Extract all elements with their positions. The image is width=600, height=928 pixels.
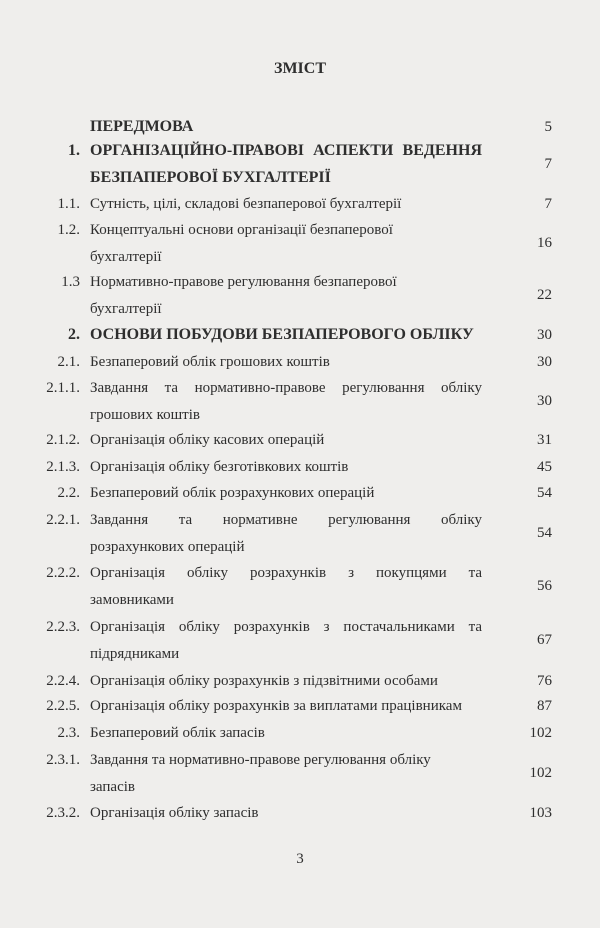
- entry-title-line: Сутність, цілі, складові безпаперової бухгалтерії: [90, 196, 402, 212]
- entry-title-line: Організація обліку запасів: [90, 805, 259, 821]
- entry-page: 7: [544, 196, 552, 212]
- entry-number: 2.: [68, 326, 80, 343]
- entry-title-line: Організація обліку розрахунків з постачальниками та: [90, 619, 482, 635]
- entry-number: 2.1.2.: [46, 432, 80, 448]
- entry-title: [90, 322, 482, 349]
- entry-title: [90, 560, 482, 613]
- entry-number: 2.2.2.: [46, 565, 80, 581]
- entry-title-line: бухгалтерії: [90, 300, 162, 317]
- entry-page: 30: [537, 393, 552, 410]
- entry-title-line: Організація обліку розрахунків з підзвітними особами: [90, 673, 438, 689]
- entry-number: 2.2.5.: [46, 698, 80, 714]
- entry-title-line: ПЕРЕДМОВА: [90, 118, 194, 135]
- entry-title-line: Безпаперовий облік розрахункових операцій: [90, 485, 375, 501]
- entry-title-line: Організація обліку безготівкових коштів: [90, 459, 349, 475]
- entry-title: [90, 349, 482, 376]
- entry-page: 102: [529, 725, 552, 741]
- entry-number: 1.: [68, 142, 80, 159]
- page-number: 3: [296, 851, 304, 867]
- entry-title-line: бухгалтерії: [90, 248, 162, 265]
- entry-title-line: Завдання та нормативне регулювання обліку: [90, 512, 482, 528]
- entry-title: [90, 614, 482, 667]
- entry-title: [90, 454, 482, 481]
- entry-number: 1.1.: [57, 196, 80, 212]
- entry-number: 2.1.3.: [46, 459, 80, 475]
- entry-page: 22: [537, 287, 552, 304]
- entry-title: [90, 375, 482, 428]
- entry-title: [90, 480, 482, 507]
- entry-number: 2.2.1.: [46, 512, 80, 528]
- entry-title-line: Завдання та нормативно-правове регулювання обліку: [90, 752, 431, 768]
- entry-title-line: Організація обліку розрахунків за виплатами працівникам: [90, 698, 462, 714]
- entry-title-line: Нормативно-правове регулювання безпаперової: [90, 274, 397, 290]
- entry-title-line: розрахункових операцій: [90, 538, 245, 555]
- entry-title: [90, 114, 482, 141]
- entry-page: 30: [537, 354, 552, 370]
- entry-page: 103: [529, 805, 552, 821]
- entry-number: 2.1.: [57, 354, 80, 370]
- entry-title: [90, 668, 482, 695]
- entry-page: 67: [537, 632, 552, 649]
- entry-title: [90, 747, 482, 800]
- entry-title-line: Безпаперовий облік грошових коштів: [90, 354, 330, 370]
- entry-number: 2.3.1.: [46, 752, 80, 768]
- entry-title-line: ОРГАНІЗАЦІЙНО-ПРАВОВІ АСПЕКТИ ВЕДЕННЯ: [90, 142, 482, 159]
- entry-title: [90, 800, 482, 827]
- entry-number: 2.2.4.: [46, 673, 80, 689]
- entry-title-line: Організація обліку розрахунків з покупцями та: [90, 565, 482, 581]
- entry-title-line: підрядниками: [90, 645, 180, 662]
- entry-page: 31: [537, 432, 552, 448]
- entry-title-line: ОСНОВИ ПОБУДОВИ БЕЗПАПЕРОВОГО ОБЛІКУ: [90, 326, 474, 343]
- entry-page: 54: [537, 485, 552, 501]
- entry-page: 76: [537, 673, 552, 689]
- entry-title-line: замовниками: [90, 591, 174, 608]
- entry-page: 30: [537, 327, 552, 343]
- entry-title: [90, 269, 482, 322]
- entry-title: [90, 217, 482, 270]
- entry-page: 7: [544, 156, 552, 173]
- entry-title-line: грошових коштів: [90, 406, 200, 423]
- entry-page: 5: [544, 119, 552, 135]
- entry-page: 16: [537, 235, 552, 252]
- entry-page: 45: [537, 459, 552, 475]
- entry-title: [90, 191, 482, 218]
- entry-number: 2.3.: [57, 725, 80, 741]
- entry-number: 1.3: [61, 274, 80, 290]
- entry-title: [90, 138, 482, 191]
- entry-title-line: Безпаперовий облік запасів: [90, 725, 265, 741]
- entry-page: 54: [537, 525, 552, 542]
- entry-page: 87: [537, 698, 552, 714]
- entry-number: 2.1.1.: [46, 380, 80, 396]
- entry-number: 2.2.3.: [46, 619, 80, 635]
- entry-number: 2.3.2.: [46, 805, 80, 821]
- entry-title: [90, 507, 482, 560]
- entry-page: 102: [529, 765, 552, 782]
- entry-title: [90, 693, 482, 720]
- entry-number: 1.2.: [57, 222, 80, 238]
- entry-number: 2.2.: [57, 485, 80, 501]
- entry-page: 56: [537, 578, 552, 595]
- entry-title-line: Завдання та нормативно-правове регулювання обліку: [90, 380, 482, 396]
- entry-title: [90, 720, 482, 747]
- entry-title-line: БЕЗПАПЕРОВОЇ БУХГАЛТЕРІЇ: [90, 168, 331, 186]
- entry-title-line: запасів: [90, 778, 135, 795]
- entry-title-line: Концептуальні основи організації безпаперової: [90, 222, 393, 238]
- toc-title: ЗМІСТ: [274, 60, 326, 77]
- entry-title-line: Організація обліку касових операцій: [90, 432, 325, 448]
- entry-title: [90, 427, 482, 454]
